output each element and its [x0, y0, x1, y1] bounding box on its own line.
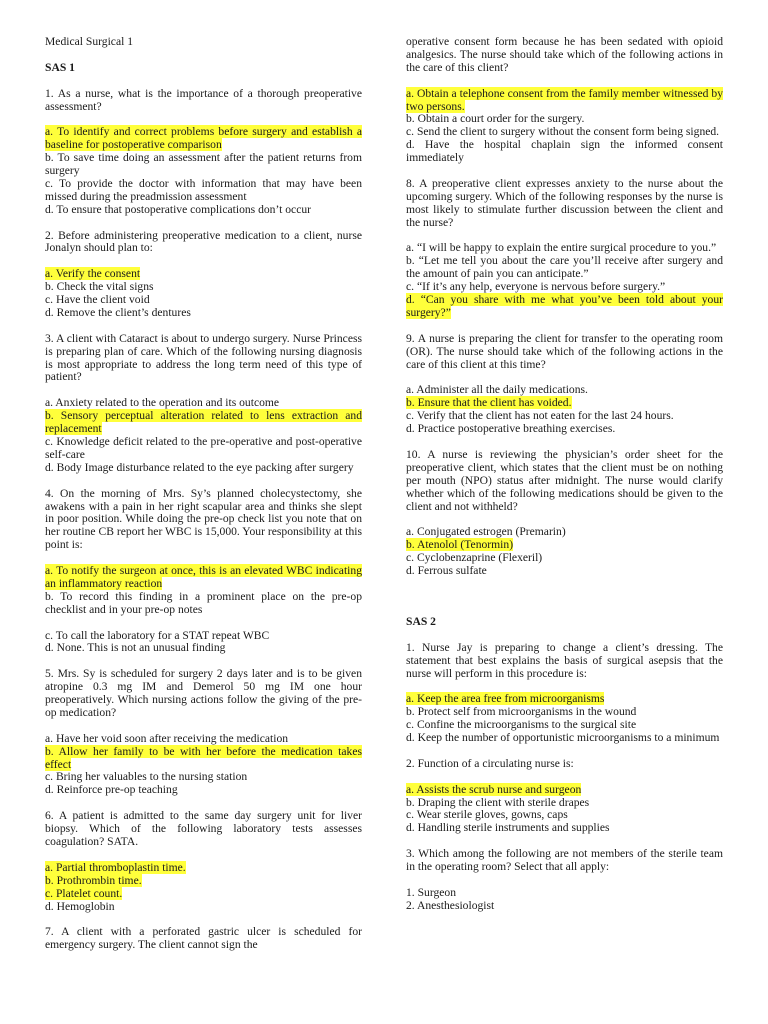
answer-option: c. Send the client to surgery without the consent form being signed.	[406, 125, 720, 139]
answer-option: d. Body Image disturbance related to the eye packing after surgery	[45, 460, 354, 474]
answer-option: c. To provide the doctor with information that may have been missed during the preadmission assessment	[45, 176, 362, 203]
highlighted-answer: c. Platelet count.	[45, 886, 123, 900]
highlighted-answer: b. Prothrombin time.	[45, 873, 142, 887]
answer-option: a. “I will be happy to explain the entire surgical procedure to you.”	[406, 241, 717, 255]
answer-option-highlighted	[45, 862, 362, 875]
answer-option: b. To record this finding in a prominent place on the pre-op checklist and in your pre-op notes	[45, 589, 362, 616]
question-9	[406, 333, 723, 436]
question-4	[45, 488, 362, 656]
answer-option-highlighted	[406, 294, 723, 320]
section-heading-sas1: SAS 1	[45, 60, 75, 74]
question-7-continued	[406, 36, 723, 165]
section-heading-sas2: SAS 2	[406, 614, 436, 628]
answer-option: c. Cyclobenzaprine (Flexeril)	[406, 551, 543, 565]
sas2-question-1	[406, 642, 723, 745]
highlighted-answer: a. Obtain a telephone consent from the family member witnessed by two persons.	[406, 86, 723, 113]
question-7-start	[45, 926, 362, 952]
answer-option: c. “If it’s any help, everyone is nervous before surgery.”	[406, 280, 666, 294]
answer-option-highlighted	[45, 126, 362, 152]
answer-option: 1. Surgeon	[406, 885, 457, 899]
answer-option: b. Check the vital signs	[45, 280, 154, 294]
question-stem: 6. A patient is admitted to the same day surgery unit for liver biopsy. Which of the following laboratory tests assesses coagulation? SATA.	[45, 809, 362, 848]
highlighted-answer: b. Sensory perceptual alteration related to lens extraction and replacement	[45, 409, 362, 436]
question-stem: 1. Nurse Jay is preparing to change a client’s dressing. The statement that best explains the basis of surgical asepsis that the nurse will perform in this procedure is:	[406, 640, 723, 680]
answer-option-highlighted	[406, 88, 723, 114]
question-stem: 5. Mrs. Sy is scheduled for surgery 2 days later and is to be given atropine 0.3 mg IM and Demerol 50 mg IM one hour preoperatively. Which nursing actions follow the giving of the pre-op medication?	[45, 667, 362, 719]
question-stem: 3. Which among the following are not members of the sterile team in the operating room? Select that all apply:	[406, 847, 723, 874]
answer-option: b. Obtain a court order for the surgery.	[406, 112, 585, 126]
answer-option: d. Handling sterile instruments and supplies	[406, 821, 610, 835]
answer-option: a. Conjugated estrogen (Premarin)	[406, 525, 566, 539]
highlighted-answer: b. Ensure that the client has voided.	[406, 396, 572, 410]
answer-option: d. To ensure that postoperative complications don’t occur	[45, 202, 311, 216]
answer-option: d. Remove the client’s dentures	[45, 305, 191, 319]
answer-option: b. Protect self from microorganisms in the wound	[406, 705, 637, 719]
highlighted-answer: a. To identify and correct problems before surgery and establish a baseline for postoperative comparison	[45, 125, 362, 152]
question-stem: 2. Function of a circulating nurse is:	[406, 756, 574, 770]
highlighted-answer: d. “Can you share with me what you’ve been told about your surgery?”	[406, 293, 723, 319]
highlighted-answer: a. Verify the consent	[45, 267, 141, 281]
answer-option: c. Have the client void	[45, 293, 150, 307]
left-column	[45, 36, 362, 952]
answer-option: b. Draping the client with sterile drapes	[406, 795, 590, 809]
question-stem: operative consent form because he has been sedated with opioid analgesics. The nurse should take which of the following actions in the care of this client?	[406, 35, 723, 74]
question-stem: 10. A nurse is reviewing the physician’s order sheet for the preoperative client, which states that the client must be on nothing per mouth (NPO) status after midnight. The nurse would clarify whether which of the following medications should be given to the client and not withheld?	[406, 447, 723, 513]
document-title: Medical Surgical 1	[45, 35, 134, 48]
answer-option: d. Hemoglobin	[45, 899, 115, 913]
question-stem: 3. A client with Cataract is about to undergo surgery. Nurse Princess is preparing plan of care. Which of the following nursing diagnosis is most appropriate to address the long term need of this type of patient?	[45, 331, 362, 384]
answer-option: d. Keep the number of opportunistic microorganisms to a minimum	[406, 731, 720, 745]
question-5	[45, 668, 362, 797]
answer-option: d. None. This is not an unusual finding	[45, 641, 226, 655]
answer-option: d. Reinforce pre-op teaching	[45, 783, 178, 797]
highlighted-answer: b. Atenolol (Tenormin)	[406, 538, 514, 552]
highlighted-answer: b. Allow her family to be with her before the medication takes effect	[45, 744, 362, 771]
question-2	[45, 230, 362, 320]
answer-option: c. Wear sterile gloves, gowns, caps	[406, 808, 568, 822]
answer-option: a. Anxiety related to the operation and its outcome	[45, 396, 280, 410]
sas2-question-2	[406, 758, 723, 835]
answer-option: c. To call the laboratory for a STAT repeat WBC	[45, 628, 270, 642]
answer-option: d. Ferrous sulfate	[406, 564, 487, 578]
highlighted-answer: a. Assists the scrub nurse and surgeon	[406, 782, 582, 796]
answer-option: b. To save time doing an assessment after the patient returns from surgery	[45, 151, 362, 178]
highlighted-answer: a. To notify the surgeon at once, this is an elevated WBC indicating an inflammatory reaction	[45, 564, 362, 590]
question-6	[45, 810, 362, 913]
right-column	[406, 36, 723, 913]
answer-option: 2. Anesthesiologist	[406, 898, 495, 912]
answer-option-highlighted	[45, 746, 362, 772]
answer-option: d. Have the hospital chaplain sign the informed consent immediately	[406, 138, 723, 165]
answer-option: a. Administer all the daily medications.	[406, 383, 588, 397]
answer-option-highlighted	[45, 875, 362, 888]
answer-option-highlighted	[45, 888, 362, 901]
question-1	[45, 88, 362, 217]
highlighted-answer: a. Keep the area free from microorganisms	[406, 692, 605, 706]
question-stem: 4. On the morning of Mrs. Sy’s planned cholecystectomy, she awakens with a pain in her right scapular area and thinks she slept in poor position. While doing the pre-op check list you note that on her routine CB report her WBC is 15,000. Your responsibility at this point is:	[45, 486, 362, 552]
answer-option: c. Verify that the client has not eaten for the last 24 hours.	[406, 409, 674, 423]
answer-option: b. “Let me tell you about the care you’ll receive after surgery and the amount of pain you can anticipate.”	[406, 254, 723, 281]
question-10	[406, 449, 723, 578]
question-8	[406, 178, 723, 320]
answer-option: d. Practice postoperative breathing exercises.	[406, 422, 616, 436]
answer-option-highlighted	[45, 565, 362, 591]
answer-option-highlighted	[45, 410, 362, 436]
question-stem: 1. As a nurse, what is the importance of a thorough preoperative assessment?	[45, 86, 362, 113]
highlighted-answer: a. Partial thromboplastin time.	[45, 860, 186, 874]
question-stem: 7. A client with a perforated gastric ulcer is scheduled for emergency surgery. The client cannot sign the	[45, 925, 362, 952]
answer-option-highlighted	[406, 784, 723, 797]
answer-option: c. Bring her valuables to the nursing station	[45, 770, 248, 784]
answer-option: c. Confine the microorganisms to the surgical site	[406, 718, 637, 732]
answer-option: a. Have her void soon after receiving the medication	[45, 731, 289, 745]
question-stem: 8. A preoperative client expresses anxiety to the nurse about the upcoming surgery. Which of the following responses by the nurse is most likely to stimulate further discussion between the client and the nurse?	[406, 176, 723, 229]
question-stem: 2. Before administering preoperative medication to a client, nurse Jonalyn should plan to:	[45, 228, 362, 255]
question-3	[45, 333, 362, 475]
question-stem: 9. A nurse is preparing the client for transfer to the operating room (OR). The nurse should take which of the following actions in the care of this client at this time?	[406, 331, 723, 371]
sas2-question-3	[406, 848, 723, 913]
answer-option: c. Knowledge deficit related to the pre-operative and post-operative self-care	[45, 434, 362, 461]
